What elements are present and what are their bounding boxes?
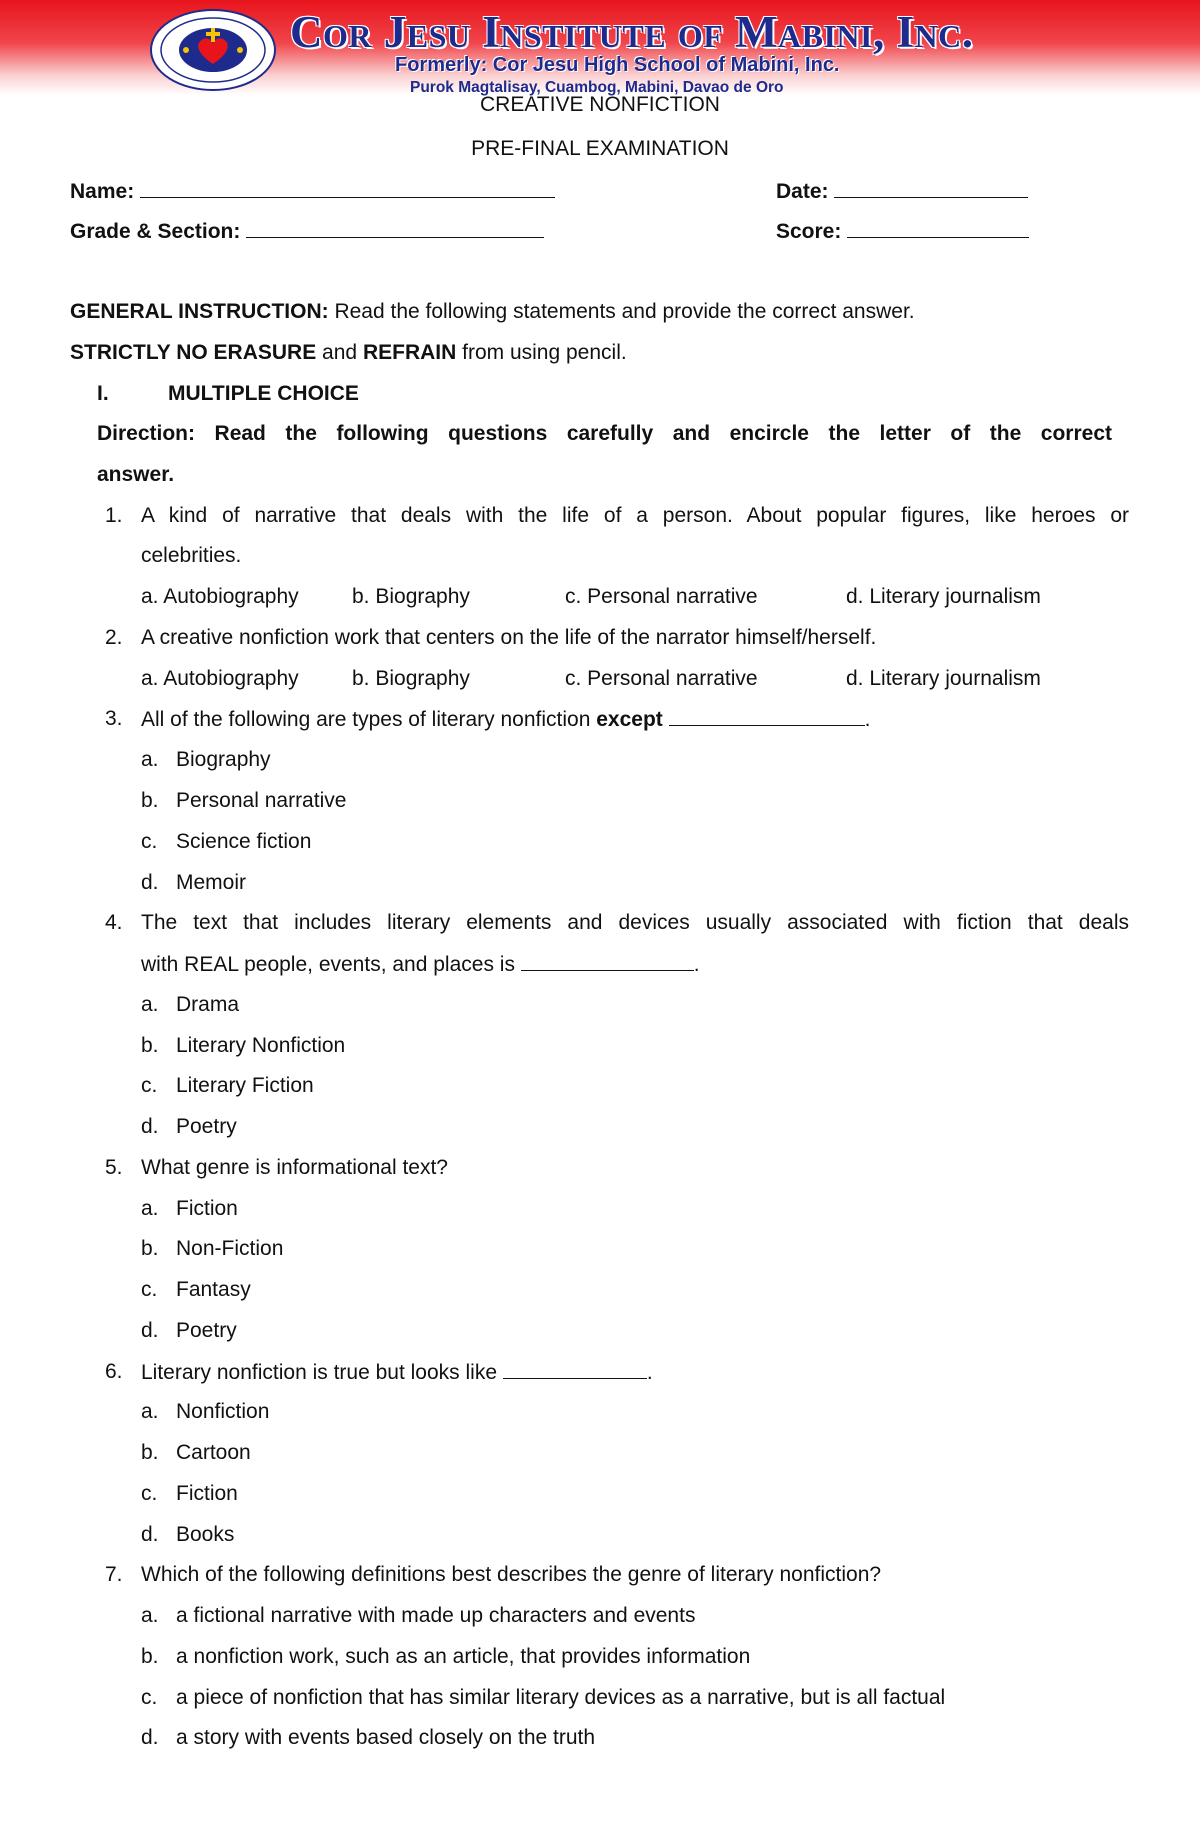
score-blank[interactable] <box>847 219 1029 238</box>
question-number: 4. <box>105 911 123 934</box>
option-letter: a. <box>141 748 159 771</box>
exam-title: PRE-FINAL EXAMINATION <box>471 137 729 160</box>
option-letter: c. <box>141 1482 158 1505</box>
question-3-text <box>141 707 870 732</box>
option-letter: b. <box>141 789 159 812</box>
option-text: Poetry <box>176 1115 237 1138</box>
pencil-text: from using pencil. <box>456 341 627 364</box>
erasure-instruction <box>70 341 627 365</box>
option-c[interactable]: c. Personal narrative <box>565 585 758 608</box>
option-b[interactable] <box>141 1237 284 1261</box>
option-d[interactable] <box>141 1523 235 1547</box>
question-3-except: except <box>596 708 663 731</box>
option-text: Biography <box>176 748 271 771</box>
option-c[interactable] <box>141 1278 251 1302</box>
score-field[interactable] <box>776 219 1029 244</box>
name-blank[interactable] <box>140 179 555 198</box>
question-number: 1. <box>105 504 123 527</box>
option-d[interactable]: d. Literary journalism <box>846 585 1041 608</box>
question-4-text-after: . <box>693 953 700 976</box>
option-text: Drama <box>176 993 240 1016</box>
school-former-name: Formerly: Cor Jesu High School of Mabini, Inc. <box>395 54 840 76</box>
option-text: Memoir <box>176 871 247 894</box>
option-text: Books <box>176 1523 235 1546</box>
question-number: 7. <box>105 1563 123 1586</box>
option-text: Non-Fiction <box>176 1237 284 1260</box>
and-text: and <box>316 341 363 364</box>
option-text: a fictional narrative with made up characters and events <box>176 1604 696 1627</box>
option-b[interactable]: b. Biography <box>352 585 470 608</box>
name-field[interactable] <box>70 179 555 204</box>
option-text: Nonfiction <box>176 1400 270 1423</box>
option-b[interactable] <box>141 1034 346 1058</box>
option-letter: b. <box>141 1034 159 1057</box>
option-b[interactable] <box>141 1645 751 1669</box>
option-text: Personal narrative <box>176 789 347 812</box>
date-blank[interactable] <box>834 179 1028 198</box>
option-letter: d. <box>141 1319 159 1342</box>
option-letter: a. <box>141 1604 159 1627</box>
option-text: Cartoon <box>176 1441 251 1464</box>
option-letter: d. <box>141 1115 159 1138</box>
general-instruction <box>70 300 915 324</box>
question-6-text <box>141 1360 653 1385</box>
section-number: I. <box>97 382 109 405</box>
answer-blank[interactable] <box>503 1360 647 1379</box>
option-a[interactable] <box>141 748 271 772</box>
strictly-label: STRICTLY NO ERASURE <box>70 341 317 364</box>
option-letter: d. <box>141 1726 159 1749</box>
refrain-label: REFRAIN <box>362 341 457 364</box>
school-name: Cor Jesu Institute of Mabini, Inc. <box>290 7 974 57</box>
answer-blank[interactable] <box>669 707 865 726</box>
option-d[interactable] <box>141 1115 237 1139</box>
school-address: Purok Magtalisay, Cuambog, Mabini, Davao de Oro <box>410 79 784 96</box>
exam-subject: CREATIVE NONFICTION <box>480 93 720 116</box>
option-text: a piece of nonfiction that has similar literary devices as a narrative, but is all factual <box>176 1686 946 1709</box>
general-instruction-label: GENERAL INSTRUCTION: <box>70 300 329 323</box>
option-text: Literary Fiction <box>176 1074 314 1097</box>
option-text: Science fiction <box>176 830 312 853</box>
question-2-text: A creative nonfiction work that centers on the life of the narrator himself/herself. <box>141 626 877 649</box>
option-text: Literary Nonfiction <box>176 1034 346 1057</box>
score-label: Score: <box>776 220 842 243</box>
question-6-text-before: Literary nonfiction is true but looks like <box>141 1361 503 1384</box>
school-seal-logo <box>148 8 278 92</box>
option-letter: a. <box>141 1197 159 1220</box>
option-c[interactable] <box>141 1686 946 1710</box>
option-letter: a. <box>141 993 159 1016</box>
direction-line-2: answer. <box>97 463 175 486</box>
question-number: 5. <box>105 1156 123 1179</box>
option-d[interactable] <box>141 1726 596 1750</box>
option-a[interactable]: a. Autobiography <box>141 585 299 608</box>
name-label: Name: <box>70 180 135 203</box>
option-a[interactable] <box>141 993 240 1017</box>
answer-blank[interactable] <box>521 952 694 971</box>
question-number: 2. <box>105 626 123 649</box>
grade-section-field[interactable] <box>70 219 544 244</box>
question-number: 3. <box>105 707 123 730</box>
option-b[interactable] <box>141 1441 251 1465</box>
option-d[interactable] <box>141 1319 237 1343</box>
date-field[interactable] <box>776 179 1028 204</box>
question-3-text-after: . <box>864 708 871 731</box>
option-text: Fiction <box>176 1482 238 1505</box>
option-b[interactable]: b. Biography <box>352 667 470 690</box>
question-7-text: Which of the following definitions best describes the genre of literary nonfiction? <box>141 1563 882 1586</box>
option-d[interactable] <box>141 871 247 895</box>
option-a[interactable] <box>141 1604 696 1628</box>
option-c[interactable]: c. Personal narrative <box>565 667 758 690</box>
direction-line-1: Direction: Read the following questions carefully and encircle the letter of the correct <box>97 422 1112 445</box>
option-c[interactable] <box>141 1482 238 1506</box>
option-text: Poetry <box>176 1319 237 1342</box>
option-a[interactable] <box>141 1197 238 1221</box>
option-c[interactable] <box>141 830 312 854</box>
question-1-line-1: A kind of narrative that deals with the life of a person. About popular figures, like heroes or <box>141 504 1129 527</box>
option-text: Fiction <box>176 1197 238 1220</box>
option-text: a nonfiction work, such as an article, that provides information <box>176 1645 751 1668</box>
option-letter: c. <box>141 1074 158 1097</box>
option-a[interactable] <box>141 1400 270 1424</box>
option-letter: d. <box>141 871 159 894</box>
question-6-text-after: . <box>646 1361 653 1384</box>
option-d[interactable]: d. Literary journalism <box>846 667 1041 690</box>
question-4-text-before: with REAL people, events, and places is <box>141 953 521 976</box>
date-label: Date: <box>776 180 829 203</box>
question-5-text: What genre is informational text? <box>141 1156 448 1179</box>
general-instruction-text: Read the following statements and provide the correct answer. <box>328 300 915 323</box>
option-letter: c. <box>141 1686 158 1709</box>
option-letter: a. <box>141 1400 159 1423</box>
grade-section-blank[interactable] <box>246 219 544 238</box>
question-number: 6. <box>105 1360 123 1383</box>
option-letter: d. <box>141 1523 159 1546</box>
option-text: a story with events based closely on the truth <box>176 1726 596 1749</box>
option-letter: c. <box>141 830 158 853</box>
question-3-text-before: All of the following are types of literary nonfiction <box>141 708 597 731</box>
option-letter: b. <box>141 1645 159 1668</box>
option-letter: b. <box>141 1237 159 1260</box>
option-letter: c. <box>141 1278 158 1301</box>
option-c[interactable] <box>141 1074 314 1098</box>
option-b[interactable] <box>141 789 347 813</box>
question-4-line-2 <box>141 952 700 977</box>
option-letter: b. <box>141 1441 159 1464</box>
option-a[interactable]: a. Autobiography <box>141 667 299 690</box>
option-text: Fantasy <box>176 1278 251 1301</box>
grade-section-label: Grade & Section: <box>70 220 241 243</box>
question-1-line-2: celebrities. <box>141 544 242 567</box>
question-4-line-1: The text that includes literary elements and devices usually associated with fiction that deals <box>141 911 1129 934</box>
section-title: MULTIPLE CHOICE <box>168 382 359 405</box>
